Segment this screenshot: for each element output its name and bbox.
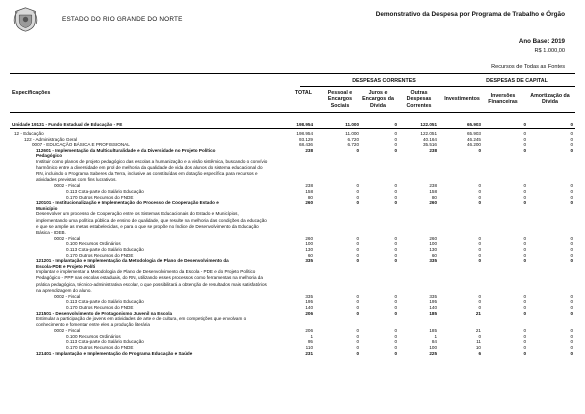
empty-cell: [361, 316, 399, 328]
value-cell: 0: [356, 241, 359, 247]
value-cell: 0: [356, 328, 359, 334]
value-cell: 0: [570, 131, 573, 137]
value-cell: 0: [478, 235, 481, 241]
currency-unit: R$ 1.000,00: [534, 48, 565, 54]
empty-cell: [270, 269, 315, 293]
col-outras: Outras Despesas Correntes: [406, 90, 432, 109]
value-cell: 0: [394, 293, 397, 299]
row-label: Unidade 19131 - Fundo Estadual de Educação - FE: [12, 122, 123, 127]
empty-cell: [315, 316, 361, 328]
empty-cell: [361, 159, 399, 183]
value-cell: 0: [394, 258, 397, 264]
value-cell: 0: [394, 142, 397, 148]
value-cell: 0: [523, 183, 526, 189]
value-cell: 0: [394, 183, 397, 189]
value-cell: 225: [429, 350, 437, 356]
value-cell: 100: [429, 241, 437, 247]
value-cell: 0: [394, 246, 397, 252]
value-cell: 95: [307, 339, 313, 345]
value-cell: 0: [523, 345, 526, 351]
description-row: [10, 211, 575, 235]
empty-cell: [528, 269, 575, 293]
table-row: [10, 148, 575, 159]
value-cell: 0: [356, 194, 359, 200]
empty-cell: [315, 269, 361, 293]
row-description: Implantar e implementar a Metodologia de Plano de Desenvolvimento da Escola - PDE e do Projeto Político Pedagógico - PPP nas escolas estaduais, do RN, utilizando esses processos como ferramentas na melhoria da prática pedagógica, técnico-administrativa escolar, o que possibilitará a obtenção de resultados mais satisfatórios na aprendizagem do aluno.: [36, 269, 267, 293]
value-cell: 0: [356, 350, 359, 356]
value-cell: 0: [523, 310, 526, 316]
value-cell: 335: [429, 258, 437, 264]
value-cell: 60: [431, 252, 437, 258]
table-body: [10, 122, 575, 356]
value-cell: 100: [305, 241, 313, 247]
value-cell: 335: [305, 293, 313, 299]
value-cell: 0: [570, 235, 573, 241]
value-cell: 198.954: [296, 122, 313, 127]
header-bottom-rule: [10, 112, 575, 113]
empty-cell: [483, 159, 528, 183]
value-cell: 0: [570, 246, 573, 252]
value-cell: 195: [429, 299, 437, 305]
value-cell: 0: [523, 136, 526, 142]
empty-cell: [315, 159, 361, 183]
row-label: 0.113 Cota-parte do Salário Educação: [66, 339, 144, 345]
value-cell: 110: [305, 345, 313, 351]
value-cell: 0: [570, 293, 573, 299]
row-label: 121501 - Desenvolvimento de Protagonismo Juvenil na Escola: [36, 310, 173, 316]
row-label: 121201 - Implantação e Implementação da Metodologia de Plano de Desenvolvimento da Escola-PDE e Projeto Políti: [36, 258, 229, 269]
value-cell: 0: [523, 304, 526, 310]
value-cell: 0: [523, 131, 526, 137]
row-label: 0.170 Outros Recursos do FNDE: [66, 304, 134, 310]
value-cell: 93.129: [298, 136, 313, 142]
value-cell: 0: [356, 200, 359, 206]
value-cell: 158: [429, 189, 437, 195]
empty-cell: [315, 211, 361, 235]
value-cell: 260: [305, 235, 313, 241]
empty-cell: [399, 316, 439, 328]
value-cell: 0: [478, 252, 481, 258]
value-cell: 0: [356, 293, 359, 299]
document-title: Demonstrativo da Despesa por Programa de Trabalho e Órgão: [375, 11, 565, 18]
row-label: 12 - Educação: [14, 131, 44, 137]
value-cell: 0: [478, 200, 481, 206]
value-cell: 1: [310, 333, 313, 339]
value-cell: 0: [356, 310, 359, 316]
value-cell: 0: [570, 328, 573, 334]
row-label: 0.100 Recursos Ordinários: [66, 241, 121, 247]
value-cell: 0: [570, 142, 573, 148]
row-label: 112601 - Implementação da Multiculturalidade e da Diversidade no Projeto Político Pedagógico: [36, 147, 216, 159]
row-label: 0007 - EDUCAÇÃO BÁSICA E PROFISSIONAL: [32, 142, 130, 148]
value-cell: 0: [356, 333, 359, 339]
row-label: 0002 - Fiscal: [54, 293, 81, 299]
value-cell: 1: [434, 333, 437, 339]
value-cell: 6: [478, 350, 481, 356]
header-top-rule: [10, 73, 575, 74]
value-cell: 140: [429, 304, 437, 310]
value-cell: 130: [305, 246, 313, 252]
value-cell: 0: [394, 304, 397, 310]
empty-cell: [399, 159, 439, 183]
empty-cell: [483, 269, 528, 293]
description-row: [10, 316, 575, 328]
value-cell: 0: [570, 345, 573, 351]
row-description: Instituir como planos de projeto pedagógico das escolas a humanização e a visão sistêmica, buscando o convívio harmônico entre a diversidade em prol de melhoria da qualidade de vida dos alunos do sistema educacional do RN, incluindo o Programa Saberes da Terra, inclusive as constituídas em dotação específica para recursos e atividades previstas com fins lucrativos.: [36, 159, 268, 183]
value-cell: 0: [394, 310, 397, 316]
value-cell: 0: [356, 339, 359, 345]
value-cell: 0: [356, 147, 359, 153]
table-row: [10, 200, 575, 211]
value-cell: 0: [523, 350, 526, 356]
value-cell: 0: [570, 339, 573, 345]
value-cell: 0: [478, 299, 481, 305]
value-cell: 0: [394, 194, 397, 200]
empty-cell: [439, 316, 483, 328]
value-cell: 21: [475, 328, 481, 334]
group-correntes: DESPESAS CORRENTES: [352, 78, 416, 84]
value-cell: 80: [431, 194, 437, 200]
table-row: [10, 351, 575, 357]
value-cell: 0: [523, 147, 526, 153]
description-row: [10, 159, 575, 183]
value-cell: 11.000: [345, 122, 359, 127]
value-cell: 0: [356, 189, 359, 195]
value-cell: 0: [570, 189, 573, 195]
value-cell: 0: [394, 350, 397, 356]
col-especificacoes: Especificações: [12, 90, 51, 96]
value-cell: 0: [478, 246, 481, 252]
value-cell: 0: [523, 258, 526, 264]
value-cell: 0: [523, 142, 526, 148]
value-cell: 0: [394, 235, 397, 241]
value-cell: 0: [570, 122, 573, 127]
state-coat-of-arms-icon: [12, 6, 39, 33]
empty-cell: [399, 269, 439, 293]
col-pessoal: Pessoal e Encargos Sociais: [327, 90, 353, 109]
col-investimentos: Investimentos: [444, 96, 480, 102]
value-cell: 206: [305, 328, 313, 334]
row-label: 0.170 Outros Recursos do FNDE: [66, 345, 134, 351]
value-cell: 0: [570, 200, 573, 206]
empty-cell: [483, 211, 528, 235]
value-cell: 0: [394, 200, 397, 206]
ano-base: Ano Base: 2019: [518, 38, 565, 45]
value-cell: 100: [429, 345, 437, 351]
value-cell: 0: [394, 147, 397, 153]
value-cell: 0: [356, 258, 359, 264]
value-cell: 238: [305, 147, 313, 153]
col-juros: Juros e Encargos da Dívida: [362, 90, 394, 109]
value-cell: 0: [394, 252, 397, 258]
row-label: 0.113 Cota-parte do Salário Educação: [66, 246, 144, 252]
value-cell: 0: [523, 293, 526, 299]
value-cell: 260: [429, 235, 437, 241]
col-amortizacao: Amortização da Dívida: [530, 93, 570, 106]
value-cell: 238: [305, 183, 313, 189]
value-cell: 0: [478, 147, 481, 153]
budget-table: [10, 122, 575, 356]
value-cell: 0: [570, 252, 573, 258]
empty-cell: [528, 159, 575, 183]
value-cell: 0: [523, 328, 526, 334]
value-cell: 260: [305, 200, 313, 206]
value-cell: 195: [305, 299, 313, 305]
value-cell: 260: [429, 200, 437, 206]
row-label: 0002 - Fiscal: [54, 235, 81, 241]
row-label: 0002 - Fiscal: [54, 328, 81, 334]
value-cell: 0: [478, 194, 481, 200]
value-cell: 185: [429, 328, 437, 334]
empty-cell: [483, 316, 528, 328]
table-row: [10, 258, 575, 269]
value-cell: 65.903: [466, 122, 481, 127]
value-cell: 185: [429, 310, 437, 316]
value-cell: 68.436: [298, 142, 313, 148]
value-cell: 0: [394, 339, 397, 345]
state-name: ESTADO DO RIO GRANDE DO NORTE: [62, 16, 183, 23]
value-cell: 130: [429, 246, 437, 252]
value-cell: 60: [307, 252, 313, 258]
value-cell: 0: [478, 189, 481, 195]
row-description: Estimular a participação de jovens em atividades de arte e de cultura, em competições que envolvam o conhecimento e fomentar entre eles a produção literária: [36, 316, 247, 328]
empty-cell: [270, 316, 315, 328]
value-cell: 0: [478, 304, 481, 310]
empty-cell: [528, 316, 575, 328]
empty-cell: [399, 211, 439, 235]
value-cell: 0: [356, 246, 359, 252]
col-total: TOTAL: [294, 90, 312, 96]
value-cell: 0: [523, 339, 526, 345]
value-cell: 0: [394, 299, 397, 305]
value-cell: 0: [570, 299, 573, 305]
row-description: Desenvolver um processo de Cooperação entre os Sistemas Educacionais do Estado e Municípios, implementando uma política pública de ensino de qualidade, que resulte na melhoria das condições da educação e que se amplie as metas estabelecidas, e para o que se propõe no Índice de Desenvolvimento da Educação Básica - IDEB.: [36, 211, 267, 235]
value-cell: 80: [307, 194, 313, 200]
value-cell: 0: [523, 189, 526, 195]
row-label: 0.100 Recursos Ordinários: [66, 333, 121, 339]
value-cell: 0: [356, 299, 359, 305]
empty-cell: [528, 211, 575, 235]
value-cell: 0: [478, 183, 481, 189]
value-cell: 6.720: [347, 142, 359, 148]
description-row: [10, 269, 575, 293]
value-cell: 40.164: [422, 136, 437, 142]
value-cell: 0: [478, 241, 481, 247]
value-cell: 0: [570, 147, 573, 153]
value-cell: 10: [475, 345, 481, 351]
value-cell: 0: [394, 345, 397, 351]
value-cell: 0: [523, 235, 526, 241]
row-label: 0002 - Fiscal: [54, 183, 81, 189]
empty-cell: [439, 211, 483, 235]
value-cell: 335: [305, 258, 313, 264]
value-cell: 0: [570, 333, 573, 339]
value-cell: 0: [570, 183, 573, 189]
value-cell: 0: [394, 328, 397, 334]
col-inversoes: Inversões Financeiras: [488, 93, 518, 106]
value-cell: 0: [523, 252, 526, 258]
row-label: 0.170 Outros Recursos do FNDE: [66, 194, 134, 200]
value-cell: 0: [356, 345, 359, 351]
row-label: 122 - Administração Geral: [24, 136, 78, 142]
value-cell: 46.245: [466, 136, 481, 142]
value-cell: 0: [394, 333, 397, 339]
value-cell: 0: [570, 258, 573, 264]
row-label: 0.113 Cota-parte do Salário Educação: [66, 189, 144, 195]
value-cell: 122.051: [420, 122, 437, 127]
value-cell: 198.954: [296, 131, 313, 137]
value-cell: 0: [394, 241, 397, 247]
value-cell: 11: [476, 339, 481, 345]
empty-cell: [270, 159, 315, 183]
group-rule: [300, 86, 575, 87]
row-label: 120101 - Institucionalização e Implementação do Processo de Cooperação Estado e Município: [36, 200, 219, 211]
value-cell: 35.516: [422, 142, 437, 148]
value-cell: 21: [475, 310, 481, 316]
value-cell: 0: [523, 122, 526, 127]
value-cell: 0: [356, 304, 359, 310]
value-cell: 231: [305, 350, 313, 356]
row-label: 0.113 Cota-parte do Salário Educação: [66, 299, 144, 305]
value-cell: 0: [478, 293, 481, 299]
row-label: 0.170 Outros Recursos do FNDE: [66, 252, 134, 258]
value-cell: 0: [478, 258, 481, 264]
value-cell: 0: [394, 131, 397, 137]
value-cell: 158: [305, 189, 313, 195]
empty-cell: [270, 211, 315, 235]
value-cell: 0: [356, 252, 359, 258]
value-cell: 0: [570, 194, 573, 200]
value-cell: 335: [429, 293, 437, 299]
value-cell: 6.720: [347, 136, 359, 142]
value-cell: 0: [523, 194, 526, 200]
value-cell: 0: [570, 304, 573, 310]
value-cell: 206: [305, 310, 313, 316]
value-cell: 140: [305, 304, 313, 310]
group-capital: DESPESAS DE CAPITAL: [486, 78, 548, 84]
value-cell: 122.051: [420, 131, 437, 137]
value-cell: 0: [478, 333, 481, 339]
value-cell: 0: [570, 136, 573, 142]
row-label: 121401 - Implantação e Implementação do Programa Educação e Saúde: [36, 350, 193, 356]
value-cell: 0: [523, 241, 526, 247]
value-cell: 0: [523, 333, 526, 339]
value-cell: 84: [431, 339, 437, 345]
value-cell: 0: [356, 235, 359, 241]
value-cell: 11.000: [345, 131, 359, 137]
value-cell: 0: [394, 122, 397, 127]
empty-cell: [439, 269, 483, 293]
value-cell: 0: [523, 200, 526, 206]
value-cell: 0: [570, 241, 573, 247]
value-cell: 238: [429, 183, 437, 189]
value-cell: 0: [523, 299, 526, 305]
value-cell: 65.903: [466, 131, 481, 137]
empty-cell: [439, 159, 483, 183]
value-cell: 0: [523, 246, 526, 252]
resources-label: Recursos de Todas as Fontes: [491, 64, 565, 70]
value-cell: 46.200: [466, 142, 481, 148]
empty-cell: [361, 211, 399, 235]
value-cell: 0: [356, 183, 359, 189]
value-cell: 0: [570, 350, 573, 356]
value-cell: 0: [394, 189, 397, 195]
empty-cell: [361, 269, 399, 293]
value-cell: 0: [394, 136, 397, 142]
value-cell: 0: [570, 310, 573, 316]
value-cell: 238: [429, 147, 437, 153]
